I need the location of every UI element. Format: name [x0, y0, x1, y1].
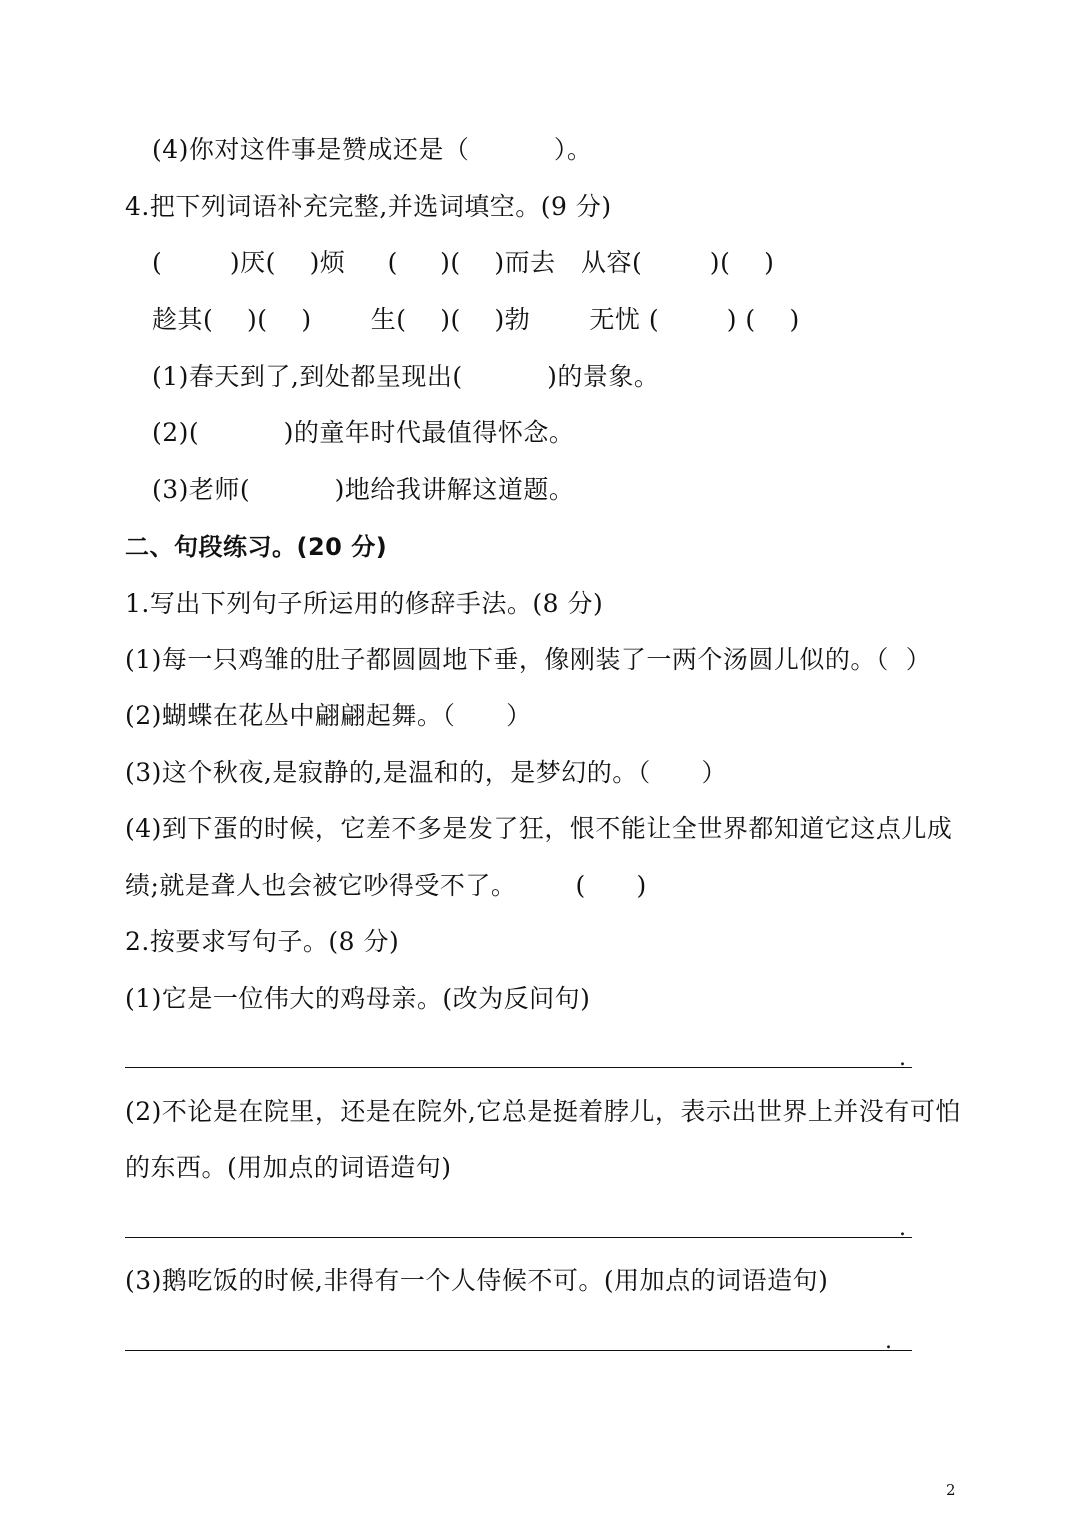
fill-blank-1: (1)春天到了,到处都呈现出( )的景象。 — [152, 362, 660, 391]
question4-title: 4.把下列词语补充完整,并选词填空。(9 分) — [125, 192, 612, 221]
rewrite-item-2-line1: (2)不论是在院里，还是在院外,它总是挺着脖儿，表示出世界上并没有可怕 — [125, 1097, 961, 1126]
answer-line-1[interactable] — [125, 1067, 912, 1068]
rhetoric-item-1: (1)每一只鸡雏的肚子都圆圆地下垂，像刚装了一两个汤圆儿似的。（ ） — [125, 645, 932, 674]
question3-item4: (4)你对这件事是赞成还是（ ）。 — [152, 135, 593, 164]
rhetoric-item-2: (2)蝴蝶在花丛中翩翩起舞。（ ） — [125, 701, 532, 730]
rhetoric-item-4-line2: 绩;就是聋人也会被它吵得受不了。 ( ) — [125, 871, 647, 900]
idioms-row-1: ( )厌( )烦 ( )( )而去 从容( )( ) — [152, 248, 775, 277]
rhetoric-item-4-line1: (4)到下蛋的时候，它差不多是发了狂，恨不能让全世界都知道它这点儿成 — [125, 814, 953, 843]
answer-line-2[interactable] — [125, 1237, 912, 1238]
rewrite-question-title: 2.按要求写句子。(8 分) — [125, 927, 400, 956]
section2-heading: 二、句段练习。(20 分) — [125, 533, 388, 561]
rhetoric-item-3: (3)这个秋夜,是寂静的,是温和的，是梦幻的。（ ） — [125, 758, 727, 787]
answer-line-2-period: . — [899, 1216, 906, 1241]
rhetoric-question-title: 1.写出下列句子所运用的修辞手法。(8 分) — [125, 589, 604, 618]
fill-blank-2: (2)( )的童年时代最值得怀念。 — [152, 418, 575, 447]
rewrite-item-3: (3)鹅吃饭的时候,非得有一个人侍候不可。(用加点的词语造句) — [125, 1266, 829, 1295]
answer-line-3-period: . — [885, 1329, 892, 1354]
answer-line-3[interactable] — [125, 1350, 912, 1351]
fill-blank-3: (3)老师( )地给我讲解这道题。 — [152, 475, 575, 504]
rewrite-item-2-line2: 的东西。(用加点的词语造句) — [125, 1153, 452, 1182]
page-number: 2 — [946, 1481, 956, 1499]
idioms-row-2: 趁其( )( ) 生( )( )勃 无忧 ( ) ( ) — [152, 305, 800, 334]
rewrite-item-1: (1)它是一位伟大的鸡母亲。(改为反问句) — [125, 984, 591, 1013]
answer-line-1-period: . — [899, 1046, 906, 1071]
